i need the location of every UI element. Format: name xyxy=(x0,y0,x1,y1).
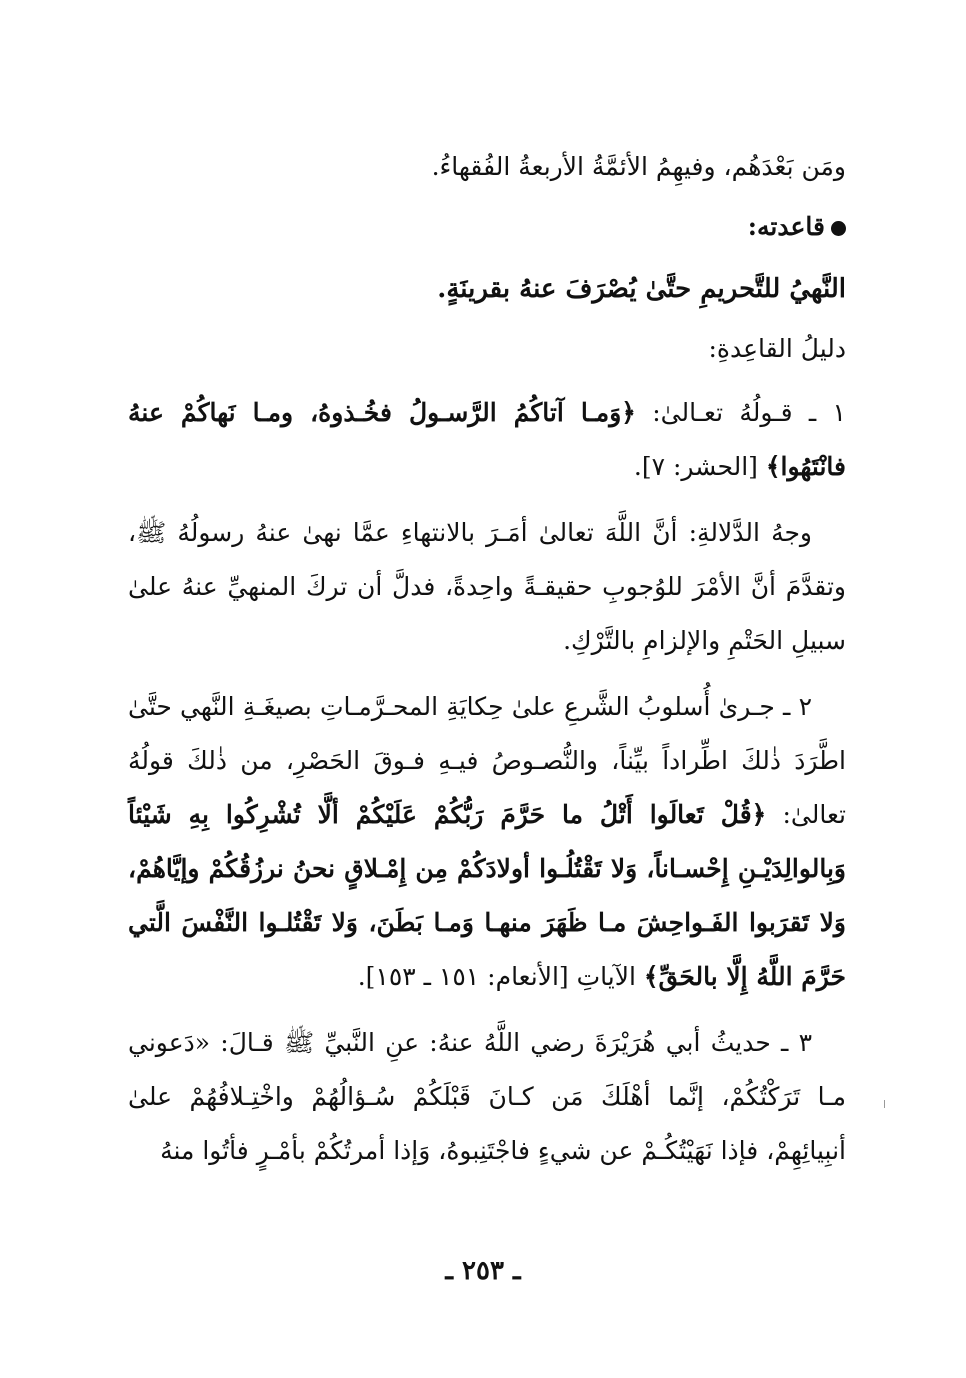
evidence-2-verse: ﴿قُلْ تَعالَوا أَتْلُ ما حَرَّمَ رَبُّكُمْ عَلَيْكُمْ ألَّا تُشْرِكُوا بِهِ شَيْئاً وَبِالوالِدَيْـنِ إِحْسـاناً، وَلا تَقْتُلُـوا أولادَكُمْ مِن إِمْـلاقٍ نحنُ نرزُقُكُمْ وإيَّاهُمْ، وَلا تَقرَبوا الفَـواحِشَ مـا ظَهَرَ منهـا وَمـا بَطَنَ، وَلا تَقْتُلـوا النَّفْسَ الَّتي حَرَّمَ اللَّهُ إِلَّا بالحَقِّ﴾ xyxy=(128,800,846,991)
indication-paragraph: وجهُ الدَّلالةِ: أنَّ اللَّهَ تعالىٰ أمَـرَ بالانتهاءِ عمَّا نهىٰ عنهُ رسولُهُ ﷺ، وتقدَّمَ أنَّ الأمْرَ للوُجوبِ حقيقـةً واحِدةً، فدلَّ أن تركَ المنهيِّ عنهُ علىٰ سبيلِ الحَتْمِ والإلزامِ بالتَّرْكِ. xyxy=(128,518,846,655)
evidence-paragraph-3: ٣ ـ حديثُ أبي هُرَيْرَةَ رضي اللَّهُ عنهُ: عنِ النَّبيِّ ﷺ قـالَ: «دَعوني مـا تَرَكْتُكُمْ، إنَّما أهْلَكَ مَن كـانَ قَبْلَكُمْ سُـؤالُهُمْ واخْتِـلافُهُمْ علىٰ أنبِيائِهِمْ، فإذا نَهَيْتُكُـمْ عن شيءٍ فاجْتَنِبوهُ، وَإذا أمرتُكُمْ بأمْـرٍ فأتُوا منهُ xyxy=(128,1028,846,1165)
page-number: ـ ٢٥٣ ـ xyxy=(445,1256,521,1286)
evidence-2-intro: ٢ ـ جـرىٰ أُسلوبُ الشَّرعِ علىٰ حِكايَةِ المحـرَّمـاتِ بصيغَـةِ النَّهي حتَّىٰ اطَّرَدَ ذٰلكَ اطِّراداً بيِّناً، والنُّصـوصُ فيـهِ فـوقَ الحَصْرِ، من ذٰلكَ قولُهُ تعالىٰ: xyxy=(128,692,846,829)
evidence-1-verse: ﴿وَمـا آتاكُمُ الرَّسـولُ فخُـذوهُ، ومـا نَهاكُمْ عنهُ فانْتَهُوا﴾ xyxy=(128,398,846,481)
bullet-icon xyxy=(831,221,846,236)
rule-heading-label: قاعدته: xyxy=(747,212,825,241)
rule-heading xyxy=(128,200,846,254)
rule-text: النَّهيُ للتَّحريمِ حتَّىٰ يُصْرَفَ عنهُ بقرينَةٍ. xyxy=(437,274,846,304)
evidence-1-intro: ١ ـ قـولُهُ تعـالىٰ: xyxy=(635,398,846,427)
evidence-2-citation: الآياتِ [الأنعام: ١٥١ ـ ١٥٣]. xyxy=(357,962,644,991)
page-text xyxy=(128,140,846,1190)
evidence-paragraph-2 xyxy=(128,680,846,1004)
intro-line: ومَن بَعْدَهُم، وفيهِمُ الأئمَّةُ الأربعةُ الفُقهاءُ. xyxy=(431,152,846,181)
evidence-paragraph-1 xyxy=(128,386,846,494)
evidence-label: دليلُ القاعِدةِ: xyxy=(708,334,846,363)
margin-mark xyxy=(884,1100,885,1108)
evidence-1-citation: [الحشر: ٧]. xyxy=(633,452,766,481)
